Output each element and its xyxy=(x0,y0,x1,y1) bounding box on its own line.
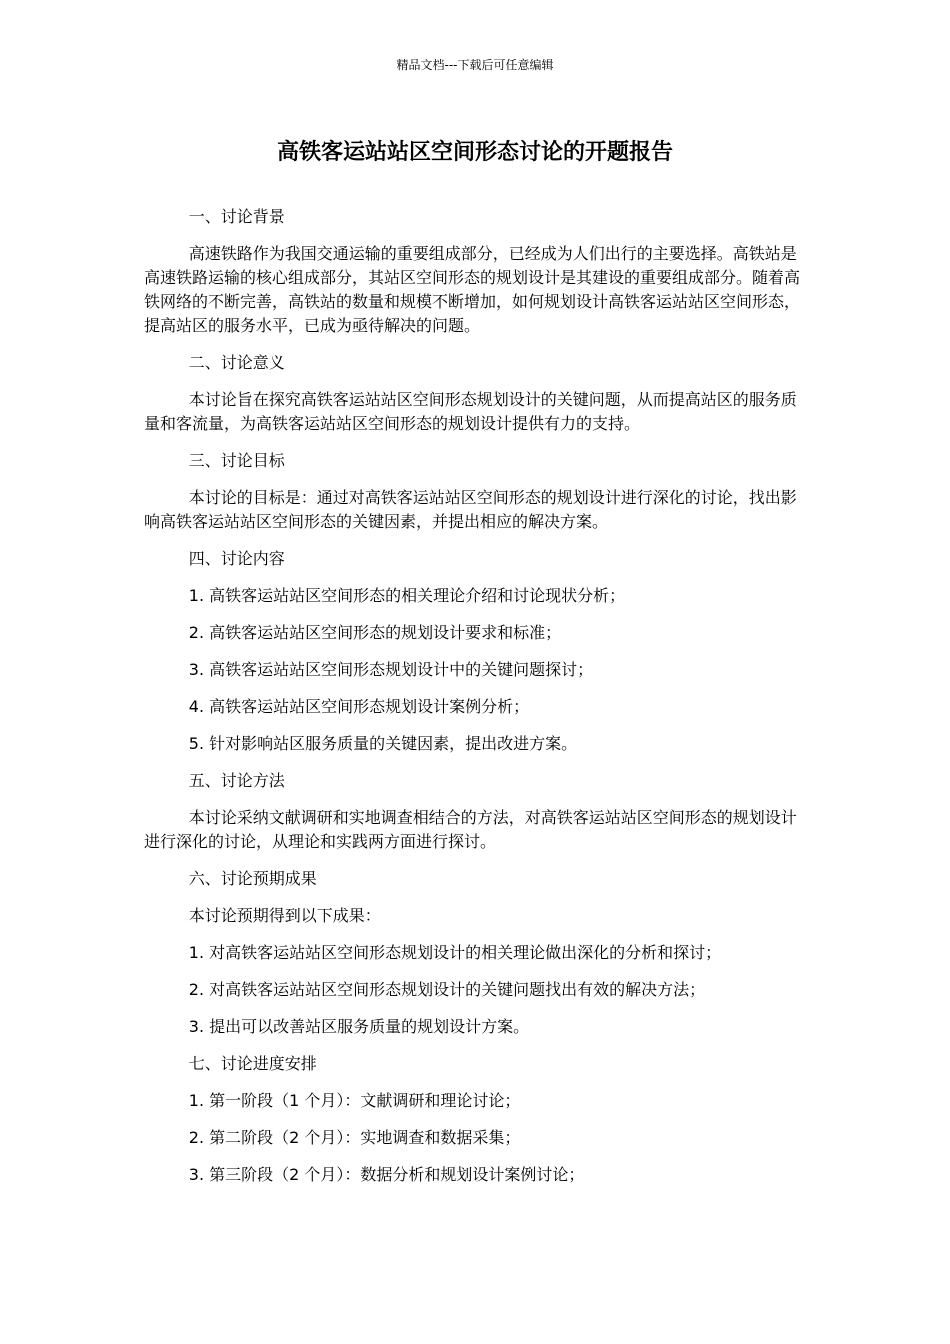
outcome-list-item: 3. 提出可以改善站区服务质量的规划设计方案。 xyxy=(188,1017,530,1036)
paragraph-objectives: 本讨论的目标是：通过对高铁客运站站区空间形态的规划设计进行深化的讨论，找出影响高铁客运站站区空间形态的关键因素，并提出相应的解决方案。 xyxy=(144,488,797,531)
document-body xyxy=(144,205,806,1200)
section-heading-objectives: 三、讨论目标 xyxy=(188,451,285,470)
schedule-list-item: 3. 第三阶段（2 个月）：数据分析和规划设计案例讨论； xyxy=(188,1165,585,1184)
content-list-item: 1. 高铁客运站站区空间形态的相关理论介绍和讨论现状分析； xyxy=(188,586,626,605)
schedule-list-item: 2. 第二阶段（2 个月）：实地调查和数据采集； xyxy=(188,1128,521,1147)
content-list-item: 3. 高铁客运站站区空间形态规划设计中的关键问题探讨； xyxy=(188,660,594,679)
outcome-list-item: 1. 对高铁客运站站区空间形态规划设计的相关理论做出深化的分析和探讨； xyxy=(188,943,722,962)
paragraph-methods: 本讨论采纳文献调研和实地调查相结合的方法，对高铁客运站站区空间形态的规划设计进行深化的讨论，从理论和实践两方面进行探讨。 xyxy=(144,808,797,851)
section-heading-methods: 五、讨论方法 xyxy=(188,771,285,790)
paragraph-outcomes-intro: 本讨论预期得到以下成果： xyxy=(188,906,381,925)
paragraph-background: 高速铁路作为我国交通运输的重要组成部分，已经成为人们出行的主要选择。高铁站是高速铁路运输的核心组成部分，其站区空间形态的规划设计是其建设的重要组成部分。随着高铁网络的不断完善，高铁站的数量和规模不断增加，如何规划设计高铁客运站站区空间形态，提高站区的服务水平，已成为亟待解决的问题。 xyxy=(144,244,801,335)
page-header: 精品文档---下载后可任意编辑 xyxy=(396,58,554,72)
section-heading-content: 四、讨论内容 xyxy=(188,549,285,568)
section-heading-schedule: 七、讨论进度安排 xyxy=(188,1054,317,1073)
section-heading-background: 一、讨论背景 xyxy=(188,207,285,226)
outcome-list-item: 2. 对高铁客运站站区空间形态规划设计的关键问题找出有效的解决方法； xyxy=(188,980,706,999)
section-heading-outcomes: 六、讨论预期成果 xyxy=(188,869,317,888)
content-list-item: 4. 高铁客运站站区空间形态规划设计案例分析； xyxy=(188,697,530,716)
section-heading-significance: 二、讨论意义 xyxy=(188,353,285,372)
schedule-list-item: 1. 第一阶段（1 个月）：文献调研和理论讨论； xyxy=(188,1091,521,1110)
content-list-item: 2. 高铁客运站站区空间形态的规划设计要求和标准； xyxy=(188,623,562,642)
paragraph-significance: 本讨论旨在探究高铁客运站站区空间形态规划设计的关键问题，从而提高站区的服务质量和客流量，为高铁客运站站区空间形态的规划设计提供有力的支持。 xyxy=(144,390,797,433)
document-title: 高铁客运站站区空间形态讨论的开题报告 xyxy=(276,140,673,165)
content-list-item: 5. 针对影响站区服务质量的关键因素，提出改进方案。 xyxy=(188,734,578,753)
